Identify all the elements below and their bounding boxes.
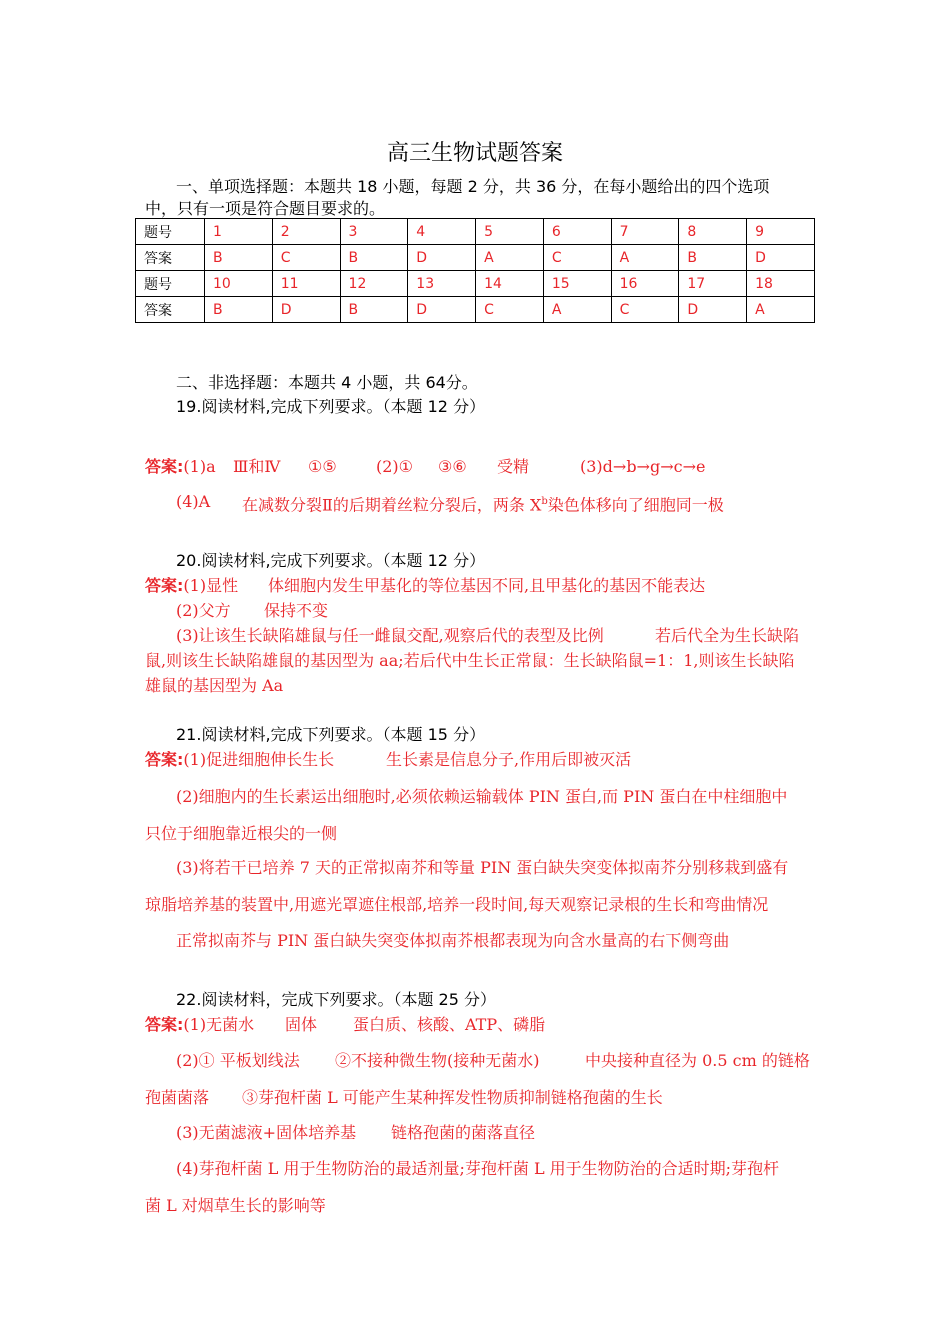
q21-part: 琼脂培养基的装置中,用遮光罩遮住根部,培养一段时间,每天观察记录根的生长和弯曲情况 <box>145 895 769 914</box>
q21-part: (2)细胞内的生长素运出细胞时,必须依赖运输载体 PIN 蛋白,而 PIN 蛋白在中柱细胞中 <box>176 787 788 806</box>
answer-label: 答案: <box>145 1015 184 1034</box>
page-title: 高三生物试题答案 <box>386 141 563 166</box>
q20-part: (2)父方 <box>176 601 231 620</box>
q21-heading: 21.阅读材料,完成下列要求。（本题 15 分） <box>176 725 486 744</box>
answer-cell: A <box>611 245 679 271</box>
q22-part: 菌 L 对烟草生长的影响等 <box>145 1196 326 1215</box>
section1-intro-line1: 一、单项选择题：本题共 18 小题，每题 2 分，共 36 分，在每小题给出的四个选项 <box>176 177 770 196</box>
q19-explanation-text: 在减数分裂Ⅱ的后期着丝粒分裂后，两条 X <box>242 495 542 515</box>
section1-intro-line2: 中，只有一项是符合题目要求的。 <box>145 199 386 218</box>
q19-part: Ⅲ和Ⅳ <box>233 457 281 476</box>
q21-part: (1)促进细胞伸长生长 <box>183 750 335 769</box>
question-number: 5 <box>476 219 544 245</box>
question-number: 10 <box>205 271 273 297</box>
q22-part: 中央接种直径为 0.5 cm 的链格 <box>585 1051 810 1070</box>
q20-part: 保持不变 <box>264 601 329 620</box>
answer-label: 答案: <box>145 457 184 476</box>
answer-label: 答案: <box>145 750 184 769</box>
table-row-numbers-1 <box>136 219 815 245</box>
table-row-answers-1 <box>136 245 815 271</box>
q20-answer-line1 <box>145 575 238 597</box>
question-number: 18 <box>747 271 815 297</box>
q22-part: (2)① 平板划线法 <box>176 1051 300 1070</box>
question-number: 1 <box>205 219 273 245</box>
q22-part: ②不接种微生物(接种无菌水) <box>335 1051 540 1070</box>
q20-part: 若后代全为生长缺陷 <box>655 626 800 645</box>
table-row-answers-2 <box>136 297 815 323</box>
question-number: 2 <box>272 219 340 245</box>
q19-explanation <box>242 491 724 516</box>
q22-part: (4)芽孢杆菌 L 用于生物防治的最适剂量;芽孢杆菌 L 用于生物防治的合适时期;芽孢杆 <box>176 1159 780 1178</box>
q20-part: (1)显性 <box>183 576 239 595</box>
row-label-answer: 答案 <box>136 245 205 271</box>
q22-part: 链格孢菌的菌落直径 <box>391 1123 536 1142</box>
answer-cell: C <box>476 297 544 323</box>
q19-part: ①⑤ <box>308 457 337 476</box>
question-number: 16 <box>611 271 679 297</box>
q20-heading: 20.阅读材料,完成下列要求。（本题 12 分） <box>176 551 486 570</box>
question-number: 4 <box>408 219 476 245</box>
q19-part: (3)d→b→g→c→e <box>580 457 706 476</box>
question-number: 13 <box>408 271 476 297</box>
q20-part: 鼠,则该生长缺陷雄鼠的基因型为 aa;若后代中生长正常鼠：生长缺陷鼠=1：1,则该生长缺陷 <box>145 651 795 670</box>
row-label-number: 题号 <box>136 271 205 297</box>
answer-cell: B <box>205 245 273 271</box>
q21-part: 正常拟南芥与 PIN 蛋白缺失突变体拟南芥根都表现为向含水量高的右下侧弯曲 <box>176 931 730 950</box>
question-number: 8 <box>679 219 747 245</box>
q19-part: (2)① <box>376 457 414 476</box>
answer-cell: C <box>272 245 340 271</box>
answer-cell: A <box>476 245 544 271</box>
question-number: 3 <box>340 219 408 245</box>
row-label-answer: 答案 <box>136 297 205 323</box>
row-label-number: 题号 <box>136 219 205 245</box>
answer-cell: D <box>408 297 476 323</box>
answer-cell: B <box>340 245 408 271</box>
question-number: 6 <box>543 219 611 245</box>
q22-heading: 22.阅读材料，完成下列要求。（本题 25 分） <box>176 990 496 1009</box>
table-row-numbers-2 <box>136 271 815 297</box>
q21-part: (3)将若干已培养 7 天的正常拟南芥和等量 PIN 蛋白缺失突变体拟南芥分别移栽到盛有 <box>176 858 789 877</box>
answer-cell: B <box>205 297 273 323</box>
answer-cell: D <box>408 245 476 271</box>
answer-cell: D <box>747 245 815 271</box>
section2-intro: 二、非选择题：本题共 4 小题，共 64分。 <box>176 373 478 392</box>
q19-part: 受精 <box>497 457 530 476</box>
question-number: 14 <box>476 271 544 297</box>
q22-answer-line1 <box>145 1014 254 1036</box>
q19-superscript: b <box>541 496 548 507</box>
q21-part: 只位于细胞靠近根尖的一侧 <box>145 824 338 843</box>
answer-table <box>135 218 815 323</box>
q21-part: 生长素是信息分子,作用后即被灭活 <box>386 750 632 769</box>
answer-cell: B <box>679 245 747 271</box>
question-number: 15 <box>543 271 611 297</box>
answer-cell: D <box>679 297 747 323</box>
q19-part: (4)A <box>176 492 211 511</box>
q21-answer-line1 <box>145 749 334 771</box>
question-number: 12 <box>340 271 408 297</box>
q22-part: (3)无菌滤液+固体培养基 <box>176 1123 357 1142</box>
q22-part: 孢菌菌落 <box>145 1088 210 1107</box>
q20-part: 体细胞内发生甲基化的等位基因不同,且甲基化的基因不能表达 <box>268 576 706 595</box>
q19-part: ③⑥ <box>438 457 467 476</box>
answer-cell: A <box>747 297 815 323</box>
q19-part: (1)a <box>183 457 216 476</box>
q22-part: ③芽孢杆菌 L 可能产生某种挥发性物质抑制链格孢菌的生长 <box>242 1088 663 1107</box>
question-number: 7 <box>611 219 679 245</box>
question-number: 17 <box>679 271 747 297</box>
answer-label: 答案: <box>145 576 184 595</box>
q19-explanation-text: 染色体移向了细胞同一极 <box>547 495 724 515</box>
q22-part: 固体 <box>285 1015 318 1034</box>
answer-cell: D <box>272 297 340 323</box>
question-number: 9 <box>747 219 815 245</box>
answer-cell: C <box>543 245 611 271</box>
q20-part: (3)让该生长缺陷雄鼠与任一雌鼠交配,观察后代的表型及比例 <box>176 626 604 645</box>
q19-answer-line1 <box>145 456 216 478</box>
q22-part: 蛋白质、核酸、ATP、磷脂 <box>353 1015 546 1034</box>
q19-heading: 19.阅读材料,完成下列要求。（本题 12 分） <box>176 397 486 416</box>
answer-cell: B <box>340 297 408 323</box>
question-number: 11 <box>272 271 340 297</box>
answer-cell: C <box>611 297 679 323</box>
q22-part: (1)无菌水 <box>183 1015 255 1034</box>
q20-part: 雄鼠的基因型为 Aa <box>145 676 284 695</box>
answer-cell: A <box>543 297 611 323</box>
